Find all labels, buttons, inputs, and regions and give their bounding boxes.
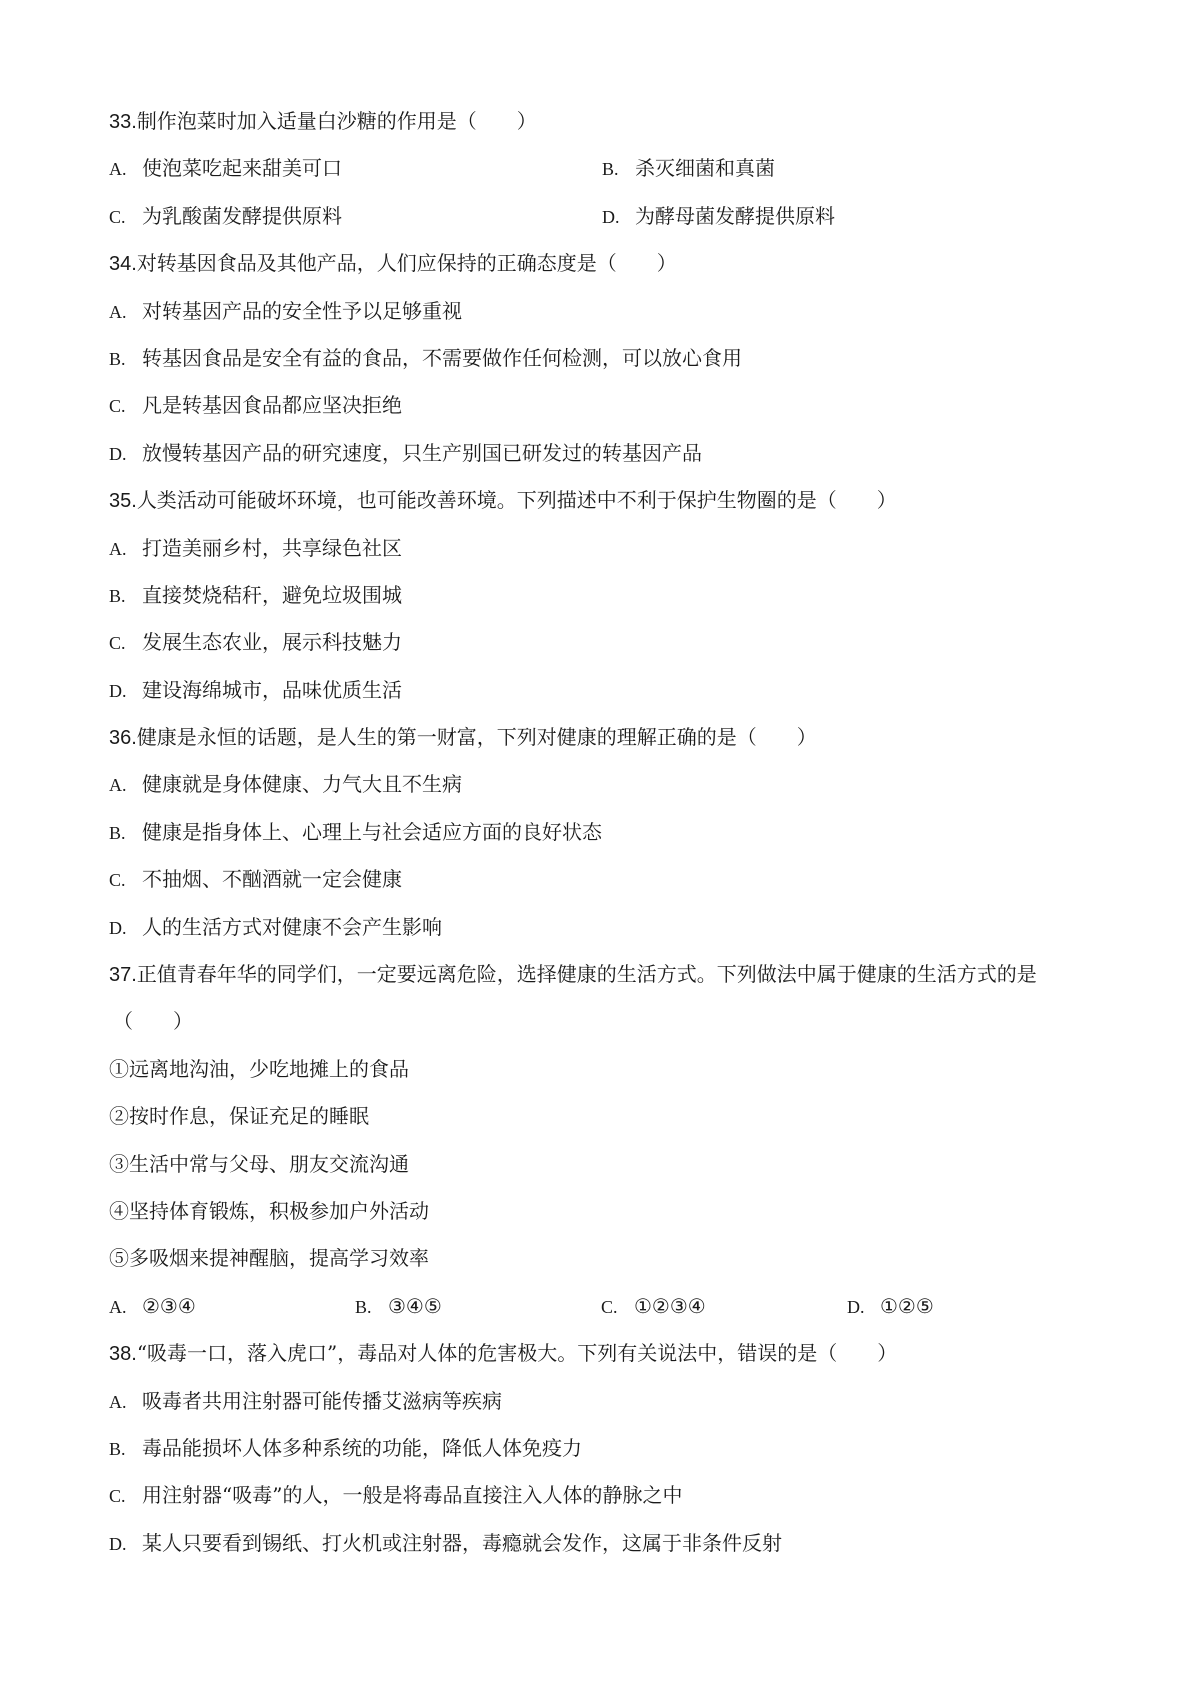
option-b bbox=[109, 1425, 1120, 1472]
option-text: 毒品能损坏人体多种系统的功能，降低人体免疫力 bbox=[142, 1435, 582, 1460]
question-stem bbox=[109, 951, 1120, 998]
option-letter: C. bbox=[109, 206, 126, 227]
option-b bbox=[355, 1283, 601, 1330]
option-text: 健康就是身体健康、力气大且不生病 bbox=[142, 772, 462, 797]
option-c bbox=[109, 856, 1120, 903]
question-35 bbox=[109, 477, 1120, 714]
statement-item: ⑤多吸烟来提神醒脑，提高学习效率 bbox=[109, 1246, 429, 1271]
option-letter: A. bbox=[109, 159, 127, 180]
option-letter: B. bbox=[109, 585, 126, 606]
option-b bbox=[109, 809, 1120, 856]
option-letter: C. bbox=[601, 1296, 618, 1317]
option-text: ①②⑤ bbox=[880, 1293, 934, 1318]
option-text: 打造美丽乡村，共享绿色社区 bbox=[142, 535, 402, 560]
option-text: 直接焚烧秸秆，避免垃圾围城 bbox=[142, 582, 402, 607]
question-36 bbox=[109, 714, 1120, 951]
question-stem bbox=[109, 1330, 1120, 1377]
option-text: 为酵母菌发酵提供原料 bbox=[635, 203, 835, 228]
question-number: 38. bbox=[109, 1343, 137, 1366]
option-text: 健康是指身体上、心理上与社会适应方面的良好状态 bbox=[142, 819, 602, 844]
option-text: 建设海绵城市，品味优质生活 bbox=[142, 677, 402, 702]
question-text: 对转基因食品及其他产品，人们应保持的正确态度是（ ） bbox=[136, 251, 677, 276]
option-text: 使泡菜吃起来甜美可口 bbox=[142, 156, 342, 181]
statement-item: ③生活中常与父母、朋友交流沟通 bbox=[109, 1151, 409, 1176]
option-text: 凡是转基因食品都应坚决拒绝 bbox=[142, 393, 402, 418]
option-letter: A. bbox=[109, 1391, 127, 1412]
option-row bbox=[109, 1283, 1120, 1330]
option-c bbox=[109, 619, 1120, 666]
option-text: 不抽烟、不酗酒就一定会健康 bbox=[142, 867, 402, 892]
option-a bbox=[109, 288, 1120, 335]
option-a bbox=[109, 145, 602, 192]
question-text: 制作泡菜时加入适量白沙糖的作用是（ ） bbox=[136, 109, 537, 133]
option-a bbox=[109, 1378, 1120, 1425]
option-text: ②③④ bbox=[142, 1293, 196, 1318]
option-letter: C. bbox=[109, 396, 126, 417]
question-text: “吸毒一口，落入虎口”，毒品对人体的危害极大。下列有关说法中，错误的是（ ） bbox=[136, 1341, 898, 1366]
statement-item: ④坚持体育锻炼，积极参加户外活动 bbox=[109, 1198, 429, 1223]
question-stem bbox=[109, 98, 1120, 145]
option-a bbox=[109, 761, 1120, 808]
option-text: 对转基因产品的安全性予以足够重视 bbox=[142, 298, 462, 323]
option-text: ①②③④ bbox=[634, 1293, 706, 1318]
question-stem bbox=[109, 240, 1120, 287]
statement-item: ②按时作息，保证充足的睡眠 bbox=[109, 1104, 369, 1129]
option-letter: B. bbox=[602, 159, 619, 180]
question-34 bbox=[109, 240, 1120, 477]
option-row bbox=[109, 145, 1120, 192]
option-text: 吸毒者共用注射器可能传播艾滋病等疾病 bbox=[142, 1388, 502, 1413]
question-33 bbox=[109, 98, 1120, 240]
option-d bbox=[109, 1520, 1120, 1567]
option-letter: D. bbox=[109, 680, 127, 701]
question-number: 34. bbox=[109, 253, 137, 276]
question-stem-continuation: （ ） bbox=[113, 1009, 193, 1034]
option-d bbox=[109, 904, 1120, 951]
option-b bbox=[109, 572, 1120, 619]
question-number: 37. bbox=[109, 964, 137, 987]
option-d bbox=[109, 430, 1120, 477]
question-text: 正值青春年华的同学们，一定要远离危险，选择健康的生活方式。下列做法中属于健康的生活方式的是 bbox=[136, 962, 1037, 987]
option-text: 人的生活方式对健康不会产生影响 bbox=[142, 914, 442, 939]
option-text: ③④⑤ bbox=[388, 1293, 442, 1318]
option-text: 发展生态农业，展示科技魅力 bbox=[142, 630, 402, 655]
option-letter: A. bbox=[109, 301, 127, 322]
question-number: 35. bbox=[109, 490, 137, 513]
option-letter: A. bbox=[109, 538, 127, 559]
option-d bbox=[602, 193, 1095, 240]
option-c bbox=[109, 1472, 1120, 1519]
option-text: 杀灭细菌和真菌 bbox=[635, 156, 775, 181]
option-letter: D. bbox=[109, 443, 127, 464]
option-letter: B. bbox=[109, 822, 126, 843]
option-text: 某人只要看到锡纸、打火机或注射器，毒瘾就会发作，这属于非条件反射 bbox=[142, 1530, 782, 1555]
question-number: 33. bbox=[109, 111, 137, 133]
option-d bbox=[847, 1283, 1093, 1330]
option-c bbox=[109, 382, 1120, 429]
option-c bbox=[601, 1283, 847, 1330]
question-stem bbox=[109, 477, 1120, 524]
option-row bbox=[109, 193, 1120, 240]
option-letter: D. bbox=[109, 917, 127, 938]
question-38 bbox=[109, 1330, 1120, 1567]
question-stem bbox=[109, 714, 1120, 761]
statement-item: ①远离地沟油，少吃地摊上的食品 bbox=[109, 1056, 409, 1081]
option-b bbox=[109, 335, 1120, 382]
option-letter: C. bbox=[109, 870, 126, 891]
option-a bbox=[109, 525, 1120, 572]
option-letter: D. bbox=[602, 206, 620, 227]
option-text: 为乳酸菌发酵提供原料 bbox=[142, 203, 342, 228]
option-text: 放慢转基因产品的研究速度，只生产别国已研发过的转基因产品 bbox=[142, 440, 702, 465]
option-letter: A. bbox=[109, 1296, 127, 1317]
question-text: 人类活动可能破坏环境，也可能改善环境。下列描述中不利于保护生物圈的是（ ） bbox=[136, 488, 897, 513]
option-d bbox=[109, 667, 1120, 714]
option-b bbox=[602, 145, 1095, 192]
option-c bbox=[109, 193, 602, 240]
option-letter: C. bbox=[109, 1486, 126, 1507]
option-letter: D. bbox=[847, 1296, 865, 1317]
option-letter: B. bbox=[109, 1438, 126, 1459]
option-a bbox=[109, 1283, 355, 1330]
question-number: 36. bbox=[109, 727, 137, 750]
option-letter: B. bbox=[355, 1296, 372, 1317]
option-letter: C. bbox=[109, 633, 126, 654]
option-letter: A. bbox=[109, 775, 127, 796]
question-text: 健康是永恒的话题，是人生的第一财富，下列对健康的理解正确的是（ ） bbox=[136, 725, 817, 750]
option-letter: B. bbox=[109, 348, 126, 369]
question-37 bbox=[109, 951, 1120, 1330]
option-text: 用注射器“吸毒”的人，一般是将毒品直接注入人体的静脉之中 bbox=[142, 1483, 683, 1508]
option-text: 转基因食品是安全有益的食品，不需要做作任何检测，可以放心食用 bbox=[142, 345, 742, 370]
option-letter: D. bbox=[109, 1533, 127, 1554]
